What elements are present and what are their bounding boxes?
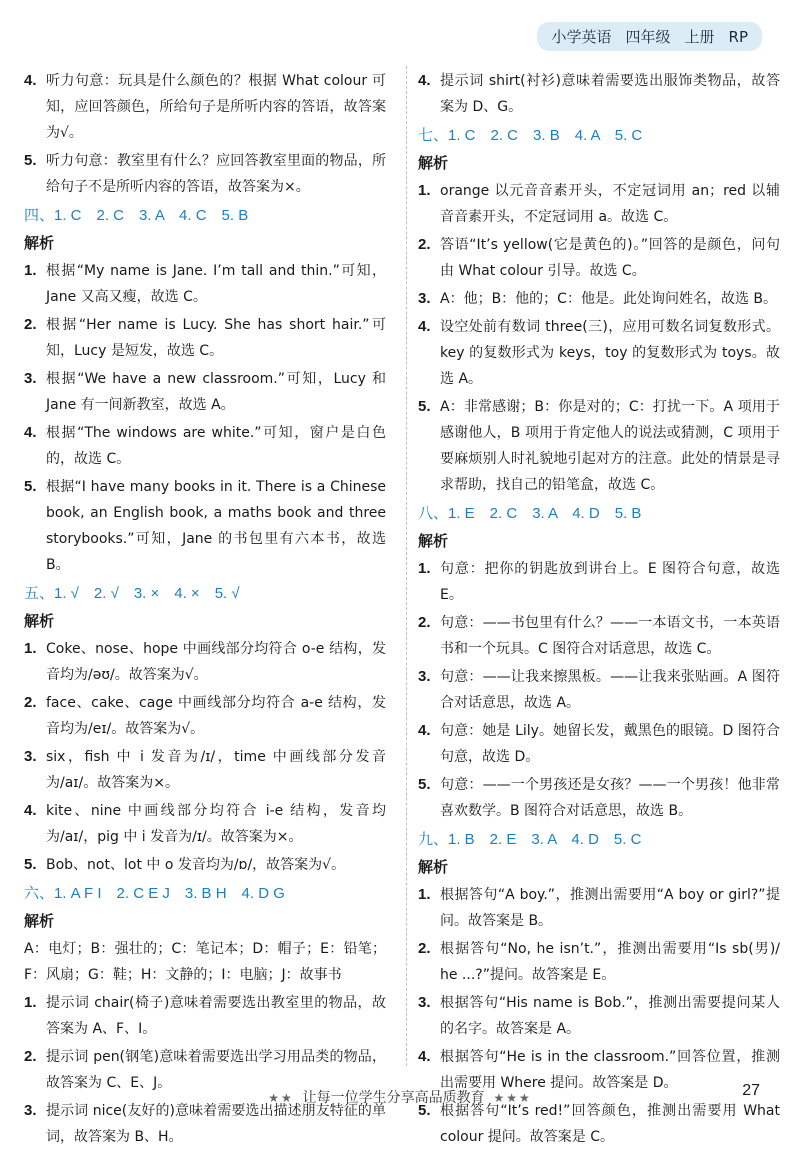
answer-item — [418, 394, 780, 498]
answer-item — [24, 312, 386, 364]
item-number: 5. — [24, 152, 37, 169]
footer-stars-left: ★★ — [268, 1091, 294, 1105]
item-text: 答语“It’s yellow(它是黄色的)。”回答的是颜色，问句由 What colour 引导。故选 C。 — [440, 237, 780, 279]
answer-item — [418, 286, 780, 312]
answer-item — [418, 610, 780, 662]
item-text: 提示词 chair(椅子)意味着需要选出教室里的物品，故答案为 A、F、I。 — [46, 995, 386, 1037]
answer-item — [24, 420, 386, 472]
item-number: 2. — [418, 940, 431, 957]
item-text: 根据答句“He is in the classroom.”回答位置，推测出需要用 Where 提问。故答案是 D。 — [440, 1049, 780, 1091]
answer-item — [418, 664, 780, 716]
answer-item — [418, 936, 780, 988]
answer-item — [418, 314, 780, 392]
item-text: 句意：——让我来擦黑板。——让我来张贴画。A 图符合对话意思，故选 A。 — [440, 669, 780, 711]
item-number: 2. — [418, 614, 431, 631]
item-number: 1. — [24, 262, 37, 279]
section-answers: 七、1. C 2. C 3. B 4. A 5. C — [418, 127, 643, 144]
item-number: 4. — [24, 802, 37, 819]
item-number: 4. — [418, 72, 431, 89]
item-number: 4. — [24, 72, 37, 89]
item-text: 根据答句“A boy.”，推测出需要用“A boy or girl?”提问。故答案是 B。 — [440, 887, 780, 929]
item-number: 1. — [418, 560, 431, 577]
item-number: 1. — [24, 640, 37, 657]
answer-item — [418, 990, 780, 1042]
item-number: 4. — [24, 424, 37, 441]
item-text: 根据“My name is Jane. I’m tall and thin.”可知，Jane 又高又瘦，故选 C。 — [46, 263, 386, 305]
item-number: 2. — [418, 236, 431, 253]
item-number: 5. — [24, 856, 37, 873]
item-number: 1. — [418, 886, 431, 903]
answer-item — [24, 744, 386, 796]
item-text: Coke、nose、hope 中画线部分均符合 o-e 结构，发音均为/əʊ/。故答案为√。 — [46, 641, 386, 683]
item-number: 5. — [418, 1102, 431, 1119]
right-column — [418, 68, 780, 1152]
section-answers: 六、1. A F I 2. C E J 3. B H 4. D G — [24, 885, 285, 902]
item-number: 2. — [24, 316, 37, 333]
item-text: 根据“Her name is Lucy. She has short hair.”可知，Lucy 是短发，故选 C。 — [46, 317, 386, 359]
item-text: 听力句意：玩具是什么颜色的？根据 What colour 可知，应回答颜色，所给句子是所听内容的答语，故答案为√。 — [46, 73, 386, 141]
left-column — [24, 68, 386, 1152]
item-text: 句意：——一个男孩还是女孩？——一个男孩！他非常喜欢数学。B 图符合对话意思，故选 B。 — [440, 777, 780, 819]
tag-grade: 四年级 — [625, 28, 671, 46]
item-text: 根据“We have a new classroom.”可知，Lucy 和 Jane 有一间新教室，故选 A。 — [46, 371, 386, 413]
answer-item — [24, 148, 386, 200]
item-text: 句意：——书包里有什么？——一本语文书，一本英语书和一个玩具。C 图符合对话意思，故选 C。 — [440, 615, 780, 657]
section-answers: 八、1. E 2. C 3. A 4. D 5. B — [418, 505, 642, 522]
answer-item — [24, 990, 386, 1042]
item-text: 提示词 pen(钢笔)意味着需要选出学习用品类的物品，故答案为 C、E、J。 — [46, 1049, 386, 1091]
item-number: 3. — [418, 994, 431, 1011]
analysis-heading: 解析 — [418, 858, 449, 876]
item-number: 3. — [24, 370, 37, 387]
section-answers: 五、1. √ 2. √ 3. × 4. × 5. √ — [24, 585, 240, 602]
answer-item — [418, 556, 780, 608]
item-text: 句意：她是 Lily。她留长发，戴黑色的眼镜。D 图符合句意，故选 D。 — [440, 723, 780, 765]
answer-item — [24, 636, 386, 688]
item-number: 3. — [418, 290, 431, 307]
answer-item — [418, 178, 780, 230]
analysis-heading: 解析 — [24, 912, 55, 930]
item-text: A：非常感谢；B：你是对的；C：打扰一下。A 项用于感谢他人，B 项用于肯定他人的说法或猜测，C 项用于要麻烦别人时礼貌地引起对方的注意。此处的情景是寻求帮助，找自己的铅笔盒，故选 C。 — [440, 399, 780, 493]
item-number: 2. — [24, 1048, 37, 1065]
section-answers: 四、1. C 2. C 3. A 4. C 5. B — [24, 207, 249, 224]
item-text: 听力句意：教室里有什么？应回答教室里面的物品，所给句子不是所听内容的答语，故答案为×。 — [46, 153, 386, 195]
tag-subject: 小学英语 — [551, 28, 612, 46]
page-number: 27 — [742, 1082, 760, 1099]
item-text: 提示词 nice(友好的)意味着需要选出描述朋友特征的单词，故答案为 B、H。 — [46, 1103, 386, 1145]
item-number: 2. — [24, 694, 37, 711]
item-text: kite、nine 中画线部分均符合 i-e 结构，发音均为/aɪ/，pig 中 i 发音为/ɪ/。故答案为×。 — [46, 803, 386, 845]
item-number: 3. — [24, 1102, 37, 1119]
item-text: 根据答句“His name is Bob.”，推测出需要提问某人的名字。故答案是 A。 — [440, 995, 780, 1037]
book-tag-bar — [537, 22, 762, 51]
tag-edition: RP — [728, 27, 748, 46]
answer-item — [418, 718, 780, 770]
answer-item — [418, 772, 780, 824]
item-number: 1. — [418, 182, 431, 199]
answer-item — [24, 68, 386, 146]
answer-item — [24, 366, 386, 418]
tag-volume: 上册 — [684, 28, 715, 46]
answer-item — [24, 690, 386, 742]
item-number: 5. — [418, 776, 431, 793]
item-text: 根据“I have many books in it. There is a Chinese book, an English book, a maths book and three storybooks.”可知，Jane 的书包里有六本书，故选 B。 — [46, 479, 386, 573]
item-number: 5. — [418, 398, 431, 415]
item-text: 根据“The windows are white.”可知，窗户是白色的，故选 C。 — [46, 425, 386, 467]
answer-item — [24, 258, 386, 310]
answer-item — [418, 232, 780, 284]
item-number: 4. — [418, 1048, 431, 1065]
item-text: 句意：把你的钥匙放到讲台上。E 图符合句意，故选 E。 — [440, 561, 780, 603]
item-number: 1. — [24, 994, 37, 1011]
section-answers: 九、1. B 2. E 3. A 4. D 5. C — [418, 831, 642, 848]
vocab-legend: A：电灯；B：强壮的；C：笔记本；D：帽子；E：铅笔；F：风扇；G：鞋；H：文静的；I：电脑；J：故事书 — [24, 941, 386, 983]
item-number: 4. — [418, 318, 431, 335]
answer-item — [418, 68, 780, 120]
item-number: 3. — [418, 668, 431, 685]
item-text: orange 以元音音素开头，不定冠词用 an；red 以辅音音素开头，不定冠词用 a。故选 C。 — [440, 183, 780, 225]
footer-stars-right: ★★★ — [493, 1091, 532, 1105]
item-text: 设空处前有数词 three(三)，应用可数名词复数形式。key 的复数形式为 keys，toy 的复数形式为 toys。故选 A。 — [440, 319, 780, 387]
item-text: 提示词 shirt(衬衫)意味着需要选出服饰类物品，故答案为 D、G。 — [440, 73, 780, 115]
footer-slogan-text: 让每一位学生分享高品质教育 — [302, 1090, 485, 1106]
item-text: six，fish 中 i 发音为/ɪ/，time 中画线部分发音为/aɪ/。故答案为×。 — [46, 749, 386, 791]
item-number: 4. — [418, 722, 431, 739]
item-text: face、cake、cage 中画线部分均符合 a-e 结构，发音均为/eɪ/。故答案为√。 — [46, 695, 386, 737]
item-number: 3. — [24, 748, 37, 765]
answer-item — [24, 474, 386, 578]
answer-item — [418, 882, 780, 934]
analysis-heading: 解析 — [24, 612, 55, 630]
analysis-heading: 解析 — [418, 532, 449, 550]
item-number: 5. — [24, 478, 37, 495]
analysis-heading: 解析 — [24, 234, 55, 252]
item-text: A：他；B：他的；C：他是。此处询问姓名，故选 B。 — [440, 291, 778, 307]
footer-slogan — [0, 1087, 800, 1107]
analysis-heading: 解析 — [418, 154, 449, 172]
answer-item — [24, 798, 386, 850]
answer-item — [24, 852, 386, 878]
item-text: 根据答句“It’s red!”回答颜色，推测出需要用 What colour 提问。故答案是 C。 — [440, 1103, 780, 1145]
item-text: Bob、not、lot 中 o 发音均为/ɒ/，故答案为√。 — [46, 857, 346, 873]
item-text: 根据答句“No, he isn’t.”，推测出需要用“Is sb(男)/ he ...?”提问。故答案是 E。 — [440, 941, 780, 983]
column-divider — [406, 66, 407, 1066]
